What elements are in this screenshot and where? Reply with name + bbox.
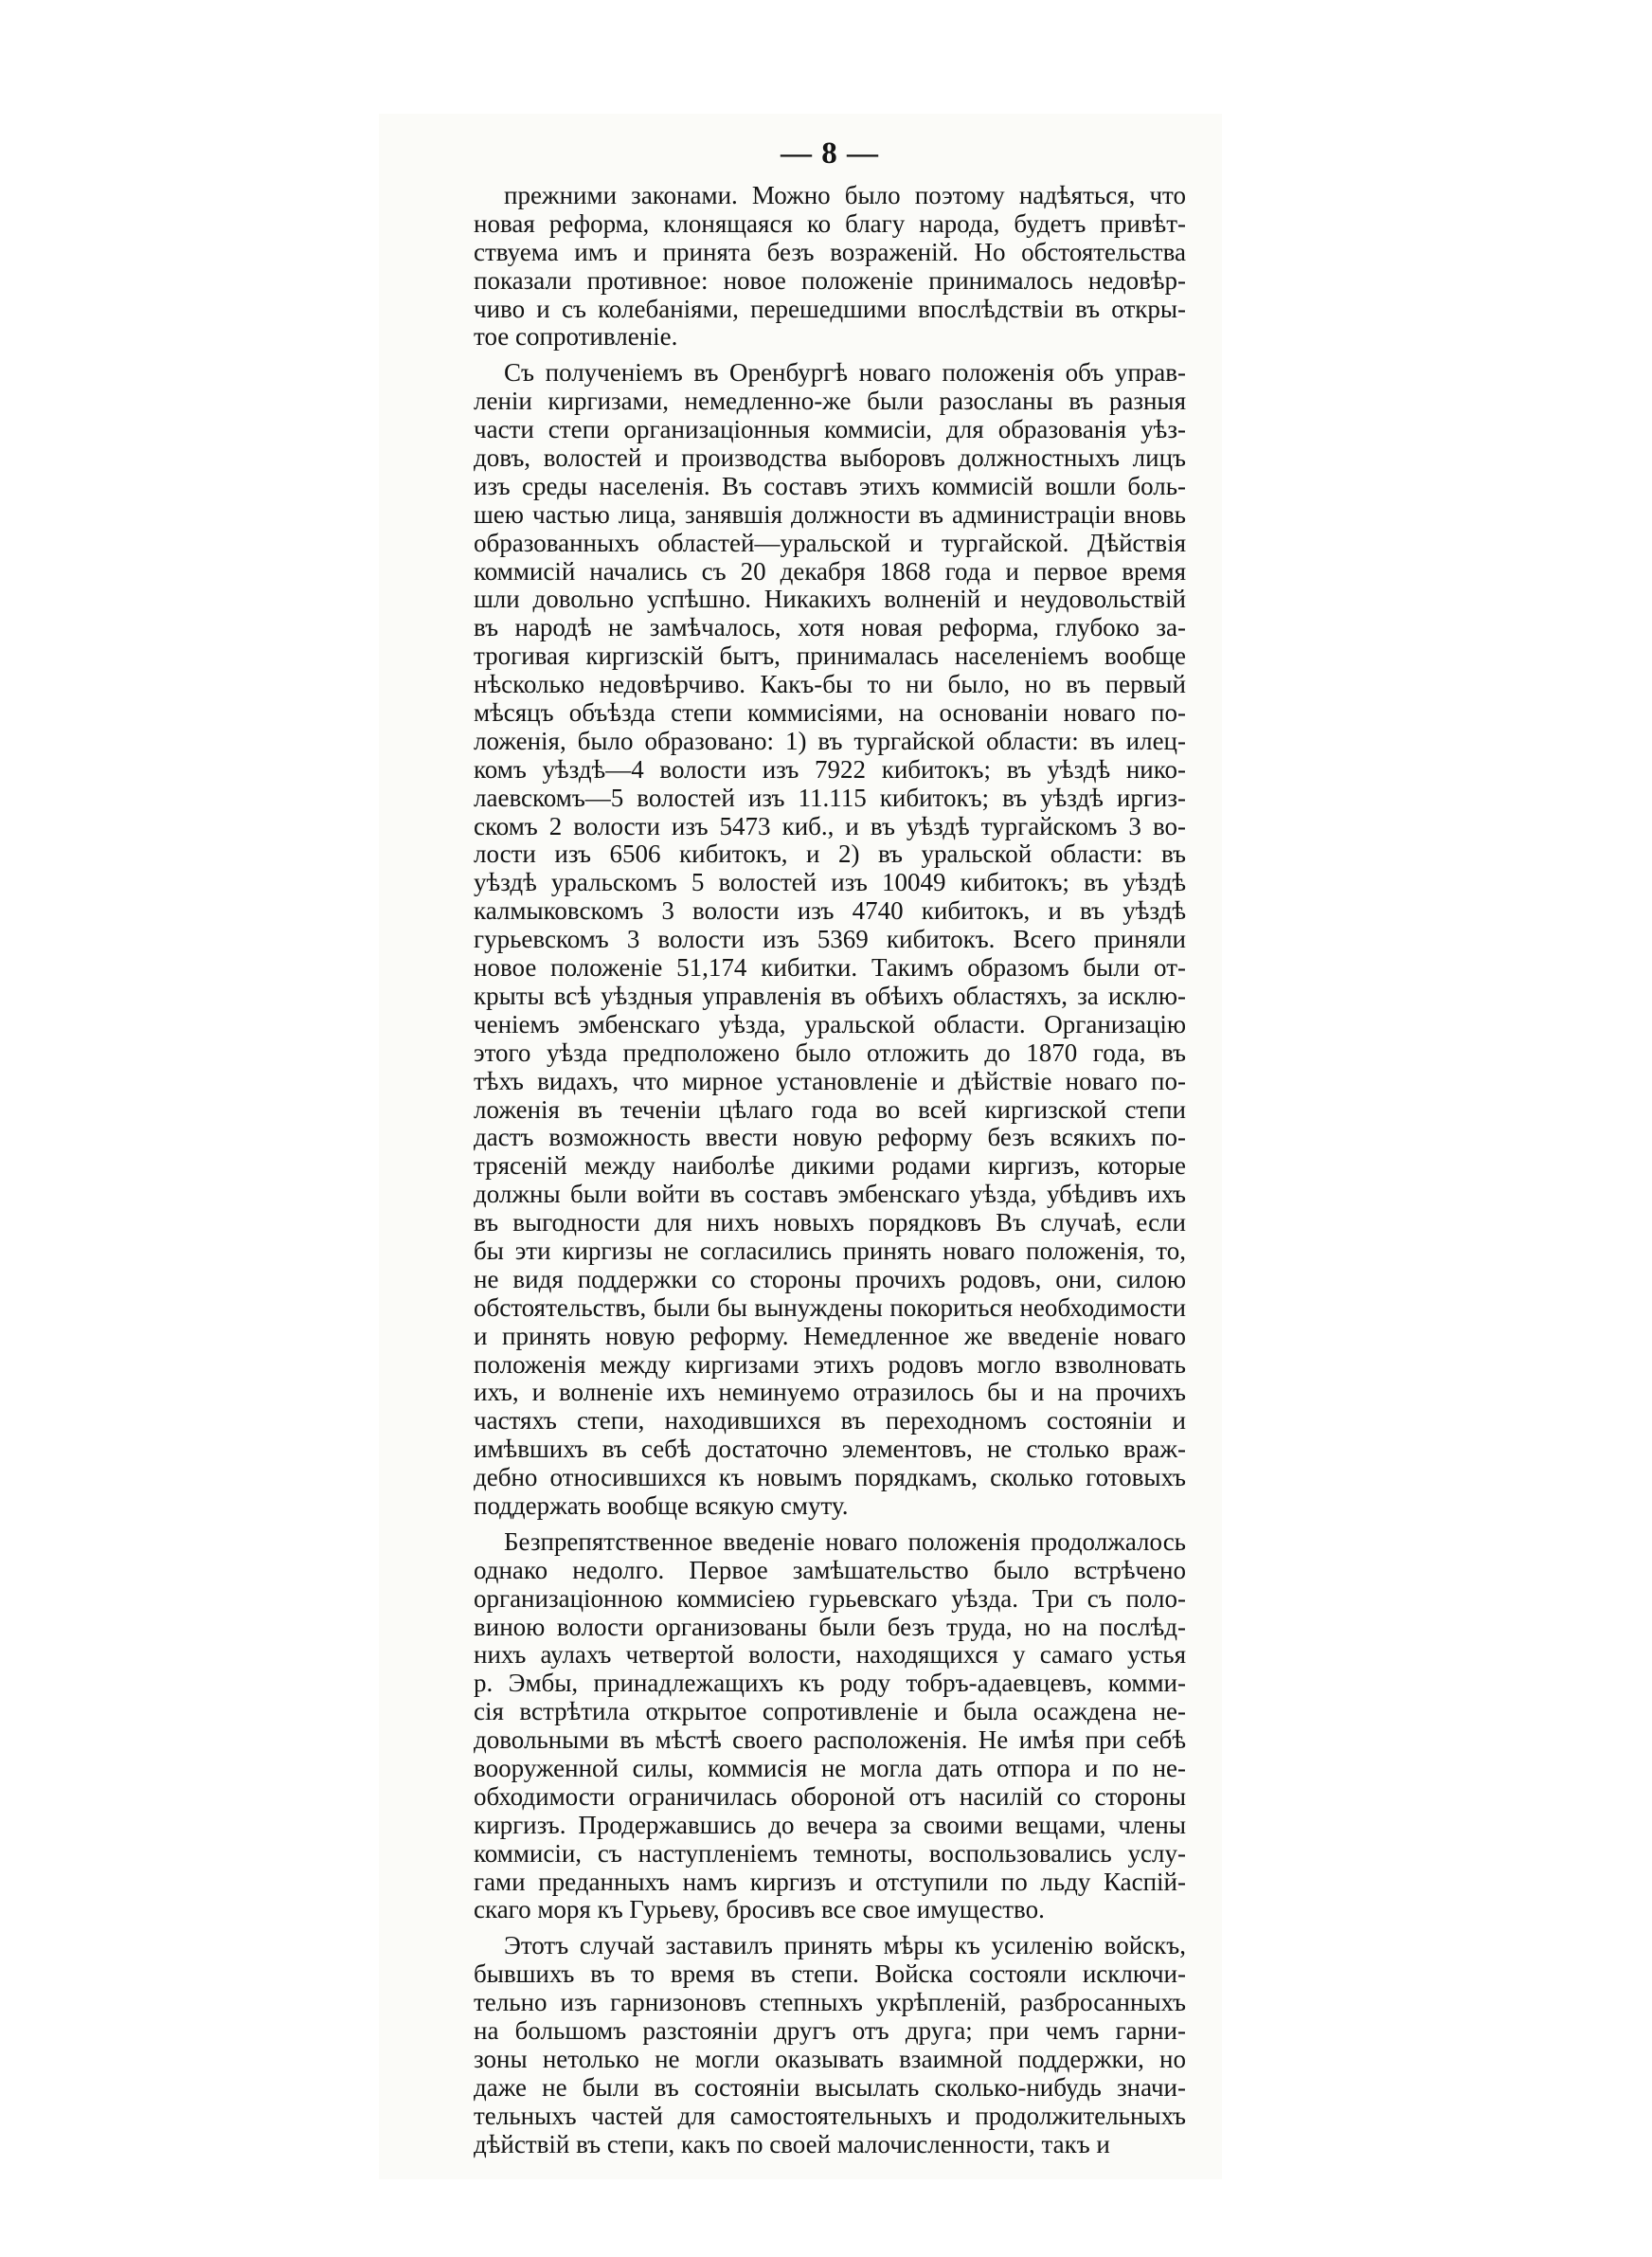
text-line: уѣздѣ уральскомъ 5 волостей изъ 10049 кибитокъ; въ уѣздѣ <box>474 869 1186 897</box>
text-line: образованныхъ областей—уральской и тургайской. Дѣйствія <box>474 529 1186 557</box>
text-line: калмыковскомъ 3 волости изъ 4740 кибитокъ, и въ уѣздѣ <box>474 897 1186 926</box>
text-line: части степи организаціонныя коммисіи, для образованія уѣз- <box>474 416 1186 444</box>
text-line: вооруженной силы, коммисія не могла дать отпора и по не- <box>474 1754 1186 1782</box>
page-number: — 8 — <box>781 136 879 171</box>
paragraph <box>474 359 1186 1521</box>
text-line: лости изъ 6506 кибитокъ, и 2) въ уральской области: въ <box>474 840 1186 869</box>
text-line: даже не были въ состояніи высылать сколько-нибудь значи- <box>474 2073 1186 2102</box>
text-line: коммисій начались съ 20 декабря 1868 года и первое время <box>474 557 1186 586</box>
text-line: новое положеніе 51,174 кибитки. Такимъ образомъ были от- <box>474 954 1186 983</box>
text-line: крыты всѣ уѣздныя управленія въ обѣихъ областяхъ, за исклю- <box>474 982 1186 1010</box>
text-line: шею частью лица, занявшія должности въ администраціи вновь <box>474 500 1186 529</box>
text-line: леніи киргизами, немедленно-же были разосланы въ разныя <box>474 388 1186 416</box>
text-line: и принять новую реформу. Немедленное же введеніе новаго <box>474 1322 1186 1350</box>
text-line: должны были войти въ составъ эмбенскаго уѣзда, убѣдивъ ихъ <box>474 1181 1186 1209</box>
text-line: виною волости организованы были безъ труда, но на послѣд- <box>474 1613 1186 1641</box>
text-line: имѣвшихъ въ себѣ достаточно элементовъ, не столько враж- <box>474 1435 1186 1464</box>
text-line: показали противное: новое положеніе принималось недовѣр- <box>474 266 1186 295</box>
text-line: нихъ аулахъ четвертой волости, находящихся у самаго устья <box>474 1641 1186 1670</box>
paragraph <box>474 182 1186 352</box>
text-line: организаціонною коммисіею гурьевскаго уѣзда. Три съ поло- <box>474 1584 1186 1613</box>
text-line: тельныхъ частей для самостоятельныхъ и продолжительныхъ <box>474 2102 1186 2130</box>
text-line: ложенія въ теченіи цѣлаго года во всей киргизской степи <box>474 1095 1186 1124</box>
paragraph <box>474 1932 1186 2158</box>
text-line: мѣсяцъ объѣзда степи коммисіями, на основаніи новаго по- <box>474 699 1186 728</box>
document-body <box>474 182 1186 2158</box>
text-line: довъ, волостей и производства выборовъ должностныхъ лицъ <box>474 444 1186 473</box>
text-line: р. Эмбы, принадлежащихъ къ роду тобръ-адаевцевъ, комми- <box>474 1670 1186 1698</box>
text-line: прежними законами. Можно было поэтому надѣяться, что <box>504 182 1186 209</box>
text-line: зоны нетолько не могли оказывать взаимной поддержки, но <box>474 2045 1186 2073</box>
text-line: тѣхъ видахъ, что мирное установленіе и дѣйствіе новаго по- <box>474 1067 1186 1095</box>
text-line: положенія между киргизами этихъ родовъ могло взволновать <box>474 1350 1186 1379</box>
text-line: Этотъ случай заставилъ принять мѣры къ усиленію войскъ, <box>504 1932 1186 1960</box>
text-line: изъ среды населенія. Въ составъ этихъ коммисій вошли боль- <box>474 472 1186 500</box>
text-line: нѣсколько недовѣрчиво. Какъ-бы то ни было, но въ первый <box>474 671 1186 699</box>
text-line: скомъ 2 волости изъ 5473 киб., и въ уѣздѣ тургайскомъ 3 во- <box>474 812 1186 840</box>
text-line: бывшихъ въ то время въ степи. Войска состояли исключи- <box>474 1960 1186 1989</box>
text-line: ихъ, и волненіе ихъ неминуемо отразилось бы и на прочихъ <box>474 1379 1186 1407</box>
text-line: гурьевскомъ 3 волости изъ 5369 кибитокъ. Всего приняли <box>474 926 1186 954</box>
text-line: новая реформа, клонящаяся ко благу народа, будетъ привѣт- <box>474 209 1186 238</box>
text-line: трогивая киргизскій бытъ, принималась населеніемъ вообще <box>474 642 1186 671</box>
text-line: бы эти киргизы не согласились принять новаго положенія, то, <box>474 1237 1186 1265</box>
text-line: тельно изъ гарнизоновъ степныхъ укрѣпленій, разбросанныхъ <box>474 1989 1186 2017</box>
text-line: ложенія, было образовано: 1) въ тургайской области: въ илец- <box>474 727 1186 755</box>
text-line: въ выгодности для нихъ новыхъ порядковъ Въ случаѣ, если <box>474 1209 1186 1237</box>
document-page <box>474 133 1186 2166</box>
text-line: Безпрепятственное введеніе новаго положенія продолжалось <box>504 1527 1186 1556</box>
text-line: тое сопротивленіе. <box>474 323 678 352</box>
text-line: дастъ возможность ввести новую реформу безъ всякихъ по- <box>474 1124 1186 1152</box>
text-line: не видя поддержки со стороны прочихъ родовъ, они, силою <box>474 1265 1186 1293</box>
text-line: скаго моря къ Гурьеву, бросивъ все свое имущество. <box>474 1896 1045 1924</box>
paragraph <box>474 1528 1186 1924</box>
text-line: этого уѣзда предположено было отложить до 1870 года, въ <box>474 1038 1186 1067</box>
text-line: на большомъ разстояніи другъ отъ друга; при чемъ гарни- <box>474 2017 1186 2045</box>
text-line: сія встрѣтила открытое сопротивленіе и была осаждена не- <box>474 1698 1186 1726</box>
text-line: трясеній между наиболѣе дикими родами киргизъ, которые <box>474 1152 1186 1181</box>
text-line: Съ полученіемъ въ Оренбургѣ новаго положенія объ управ- <box>504 359 1186 388</box>
text-line: киргизъ. Продержавшись до вечера за своими вещами, члены <box>474 1811 1186 1839</box>
text-line: чиво и съ колебаніями, перешедшими впослѣдствіи въ откры- <box>474 295 1186 323</box>
text-line: шли довольно успѣшно. Никакихъ волненій и неудовольствій <box>474 586 1186 614</box>
text-line: комъ уѣздѣ—4 волости изъ 7922 кибитокъ; въ уѣздѣ нико- <box>474 755 1186 784</box>
text-line: дѣйствій въ степи, какъ по своей малочисленности, такъ и <box>474 2130 1110 2158</box>
text-line: лаевскомъ—5 волостей изъ 11.115 кибитокъ; въ уѣздѣ иргиз- <box>474 784 1186 812</box>
text-line: коммисіи, съ наступленіемъ темноты, воспользовались услу- <box>474 1839 1186 1868</box>
text-line: дебно относившихся къ новымъ порядкамъ, сколько готовыхъ <box>474 1464 1186 1492</box>
text-line: ствуема имъ и принята безъ возраженій. Но обстоятельства <box>474 238 1186 266</box>
text-line: ченіемъ эмбенскаго уѣзда, уральской области. Организацію <box>474 1010 1186 1038</box>
text-line: поддержать вообще всякую смуту. <box>474 1491 849 1520</box>
text-line: частяхъ степи, находившихся въ переходномъ состояніи и <box>474 1407 1186 1435</box>
text-line: обстоятельствъ, были бы вынуждены покориться необходимости <box>474 1293 1186 1322</box>
text-line: въ народѣ не замѣчалось, хотя новая реформа, глубоко за- <box>474 614 1186 642</box>
text-line: обходимости ограничилась обороной отъ насилій со стороны <box>474 1782 1186 1811</box>
text-line: гами преданныхъ намъ киргизъ и отступили по льду Каспій- <box>474 1868 1186 1896</box>
text-line: однако недолго. Первое замѣшательство было встрѣчено <box>474 1556 1186 1584</box>
text-line: довольными въ мѣстѣ своего расположенія. Не имѣя при себѣ <box>474 1726 1186 1755</box>
